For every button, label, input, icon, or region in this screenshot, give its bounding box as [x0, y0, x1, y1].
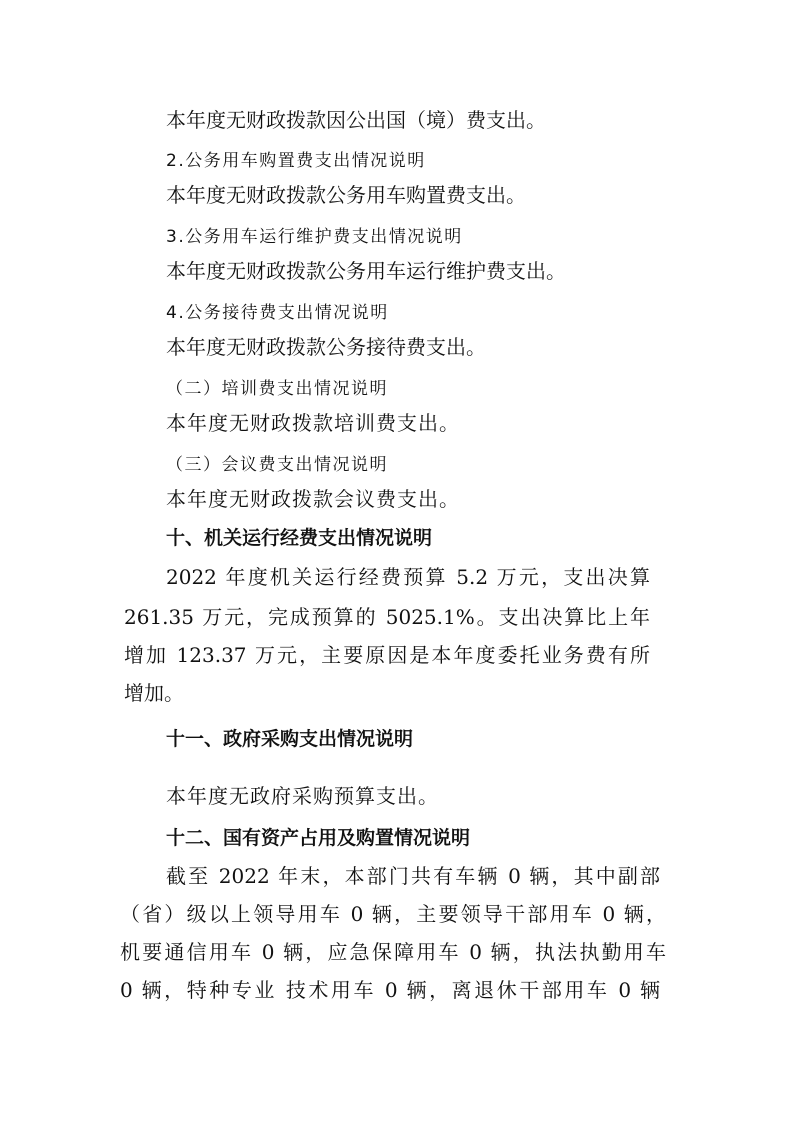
paragraph-procurement: 本年度无政府采购预算支出。 [166, 784, 439, 808]
paragraph-operating-expenses-line-1: 2022 年度机关运行经费预算 5.2 万元，支出决算 [166, 565, 650, 589]
paragraph-outbound-travel: 本年度无财政拨款因公出国（境）费支出。 [166, 108, 546, 132]
section-heading-state-assets: 十二、国有资产占用及购置情况说明 [166, 827, 471, 849]
paragraph-meeting: 本年度无财政拨款会议费支出。 [166, 487, 460, 511]
section-heading-procurement: 十一、政府采购支出情况说明 [166, 728, 414, 750]
paragraph-vehicle-maintenance: 本年度无财政拨款公务用车运行维护费支出。 [166, 259, 566, 283]
heading-vehicle-maintenance: 3.公务用车运行维护费支出情况说明 [166, 227, 463, 247]
paragraph-operating-expenses-line-4: 增加。 [124, 681, 184, 705]
paragraph-training: 本年度无财政拨款培训费支出。 [166, 411, 460, 435]
paragraph-operating-expenses-line-3: 增加 123.37 万元，主要原因是本年度委托业务费有所 [124, 643, 650, 667]
heading-training: （二）培训费支出情况说明 [166, 379, 388, 399]
paragraph-state-assets-line-3: 机要通信用车 0 辆，应急保障用车 0 辆，执法执勤用车 [120, 940, 666, 964]
heading-meeting: （三）会议费支出情况说明 [166, 455, 388, 475]
section-heading-operating-expenses: 十、机关运行经费支出情况说明 [166, 527, 433, 549]
paragraph-operating-expenses-line-2: 261.35 万元，完成预算的 5025.1%。支出决算比上年 [124, 605, 650, 629]
paragraph-state-assets-line-1: 截至 2022 年末，本部门共有车辆 0 辆，其中副部 [166, 864, 660, 888]
heading-vehicle-purchase: 2.公务用车购置费支出情况说明 [166, 151, 426, 171]
paragraph-state-assets-line-2: （省）级以上领导用车 0 辆，主要领导干部用车 0 辆， [120, 902, 666, 926]
heading-reception: 4.公务接待费支出情况说明 [166, 303, 389, 323]
paragraph-vehicle-purchase: 本年度无财政拨款公务用车购置费支出。 [166, 183, 526, 207]
paragraph-reception: 本年度无财政拨款公务接待费支出。 [166, 335, 486, 359]
paragraph-state-assets-line-4: 0 辆，特种专业 技术用车 0 辆，离退休干部用车 0 辆 [120, 978, 660, 1002]
